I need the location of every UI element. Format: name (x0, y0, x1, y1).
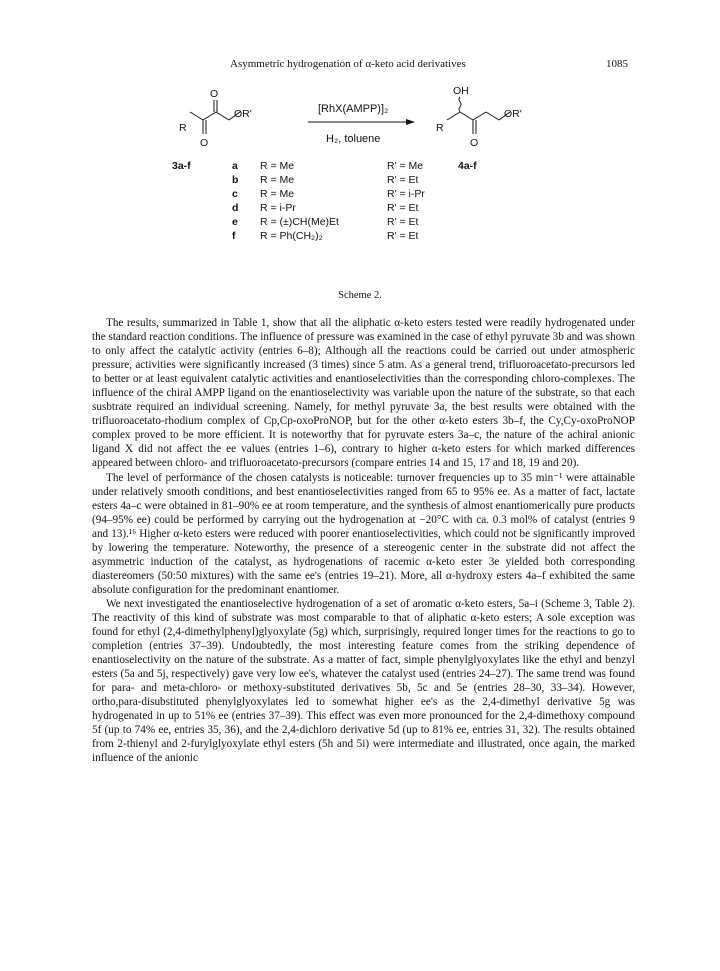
reagent-catalyst: [RhX(AMPP)]₂ (318, 103, 389, 115)
r-prime-substituent: R' = Et (387, 202, 419, 214)
reactant-label: 3a-f (172, 160, 191, 172)
r-substituent: R = i-Pr (260, 202, 296, 214)
compound-letter: c (232, 188, 238, 200)
r-substituent: R = Me (260, 174, 295, 186)
r-prime-substituent: R' = Et (387, 230, 419, 242)
product-label: 4a-f (458, 160, 477, 172)
r-prime-substituent: R' = Me (387, 160, 424, 172)
reactant-o-top: O (210, 88, 219, 100)
product-or: OR' (504, 108, 522, 120)
paragraph: The results, summarized in Table 1, show that all the aliphatic α-keto esters tested were readily hydrogenated under the standard reaction conditions. The influence of pressure was examined in the case of ethyl pyruvate 3b and was shown to only affect the catalytic activity (entries 6–8); Although all the reactions could be carried out under atmospheric pressure, activities were significantly increased (3 times) since 5 atm. As a general trend, trifluoroacetato-precursors led to better or at least equivalent catalytic activities and enantioselectivities than the corresponding chloro-complexes. The influence of the chiral AMPP ligand on the enantioselectivity was variable upon the nature of the substrate, so that each susbtrate required an individual screening. Namely, for methyl pyruvate 3a, the best results were obtained with the trifluoroacetato-rhodium complex of Cp,Cp-oxoProNOP, but for the other α-keto esters 3b–f, the Cy,Cy-oxoProNOP complex proved to be more efficient. It is noteworthy that for pyruvate esters 3a–c, the nature of the achiral anionic ligand X did not affect the ee values (entries 1–6), contrary to higher α-keto esters for which marked differences appeared between chloro- and trifluoroacetato-precursors (compare entries 14 and 15, 17 and 18, 19 and 20). (92, 317, 635, 470)
paragraph: We next investigated the enantioselective hydrogenation of a set of aromatic α-keto esters, 5a–i (Scheme 3, Table 2). The reactivity of this kind of substrate was most comparable to that of aliphatic α-keto esters; A sole exception was found for ethyl (2,4-dimethylphenyl)glyoxylate (5g) which, surprisingly, required longer times for the reactions to go to completion (entries 37–39). Undoubtedly, the most interesting feature comes from the striking dependence of enantioselectivity on the nature of the substrate. As a matter of fact, simple phenylglyoxylates like the ethyl and benzyl esters (5a and 5j, respectively) gave very low ee's, whatever the catalyst used (entries 24–27). The same trend was found for para- and meta-chloro- or methoxy-substituted derivatives 5b, 5c and 5e (entries 28–30, 33–34). However, ortho,para-disubstituted phenylglyoxylates led to somewhat higher ee's as the 2,4-dimethyl derivative 5g was hydrogenated in up to 51% ee (entries 37–39). This effect was even more pronounced for the 2,4-dimethoxy compound 5f (up to 74% ee, entries 35, 36), and the 2,4-dichloro derivative 5d (up to 81% ee, entries 31, 32). The results obtained from 2-thienyl and 2-furylglyoxylate ethyl esters (5h and 5i) were intermediate and illustrated, once again, the marked influence of the anionic (92, 597, 635, 765)
product-r: R (436, 122, 444, 134)
compound-letter: e (232, 216, 238, 228)
body-text (92, 316, 635, 766)
scheme-caption: Scheme 2. (338, 290, 382, 301)
reaction-arrowhead (406, 119, 415, 125)
reactant-structure (190, 100, 240, 134)
reactant-r: R (179, 122, 187, 134)
page-number: 1085 (606, 58, 628, 70)
compound-letter: f (232, 230, 236, 242)
r-prime-substituent: R' = Et (387, 174, 419, 186)
product-structure (447, 97, 510, 134)
r-substituent: R = Me (260, 188, 295, 200)
r-substituent: R = Me (260, 160, 295, 172)
r-substituent: R = (±)CH(Me)Et (260, 216, 339, 228)
compound-letter: d (232, 202, 239, 214)
compound-letter: b (232, 174, 239, 186)
paragraph: The level of performance of the chosen catalysts is noticeable: turnover frequencies up to 35 min⁻¹ were attainable under relatively smooth conditions, and best enantioselectivities ranged from 65 to 95% ee. As a matter of fact, lactate esters 4a–c were obtained in 81–90% ee at room temperature, and the synthesis of almost enantiomerically pure products (94–95% ee) could be performed by carrying out the hydrogenation at −20°C with ca. 0.3 mol% of catalyst (entries 9 and 13).¹⁶ Higher α-keto esters were reduced with poorer enantioselectivities, which could not be significantly improved by lowering the temperature. Noteworthy, the presence of a stereogenic center in the substrate did not affect the asymmetric induction of the catalyst, as hydrogenations of racemic α-keto ester 3e yielded both corresponding diastereomers (50:50 mixtures) with the same ee's (entries 19–21). More, all α-hydroxy esters 4a–f exhibited the same absolute configuration for the predominant enantiomer. (92, 471, 635, 596)
compound-letter: a (232, 160, 238, 172)
scheme-drawing (160, 80, 620, 295)
reagent-conditions: H₂, toluene (326, 133, 381, 145)
substituent-table (232, 160, 425, 242)
running-title: Asymmetric hydrogenation of α-keto acid derivatives (230, 58, 466, 70)
r-substituent: R = Ph(CH₂)₂ (260, 230, 323, 242)
r-prime-substituent: R' = Et (387, 216, 419, 228)
reactant-o-bottom: O (200, 137, 209, 149)
r-prime-substituent: R' = i-Pr (387, 188, 425, 200)
reaction-scheme (160, 80, 620, 295)
reactant-or: OR' (234, 108, 252, 120)
product-oh: OH (453, 85, 469, 97)
product-o-bottom: O (470, 137, 479, 149)
